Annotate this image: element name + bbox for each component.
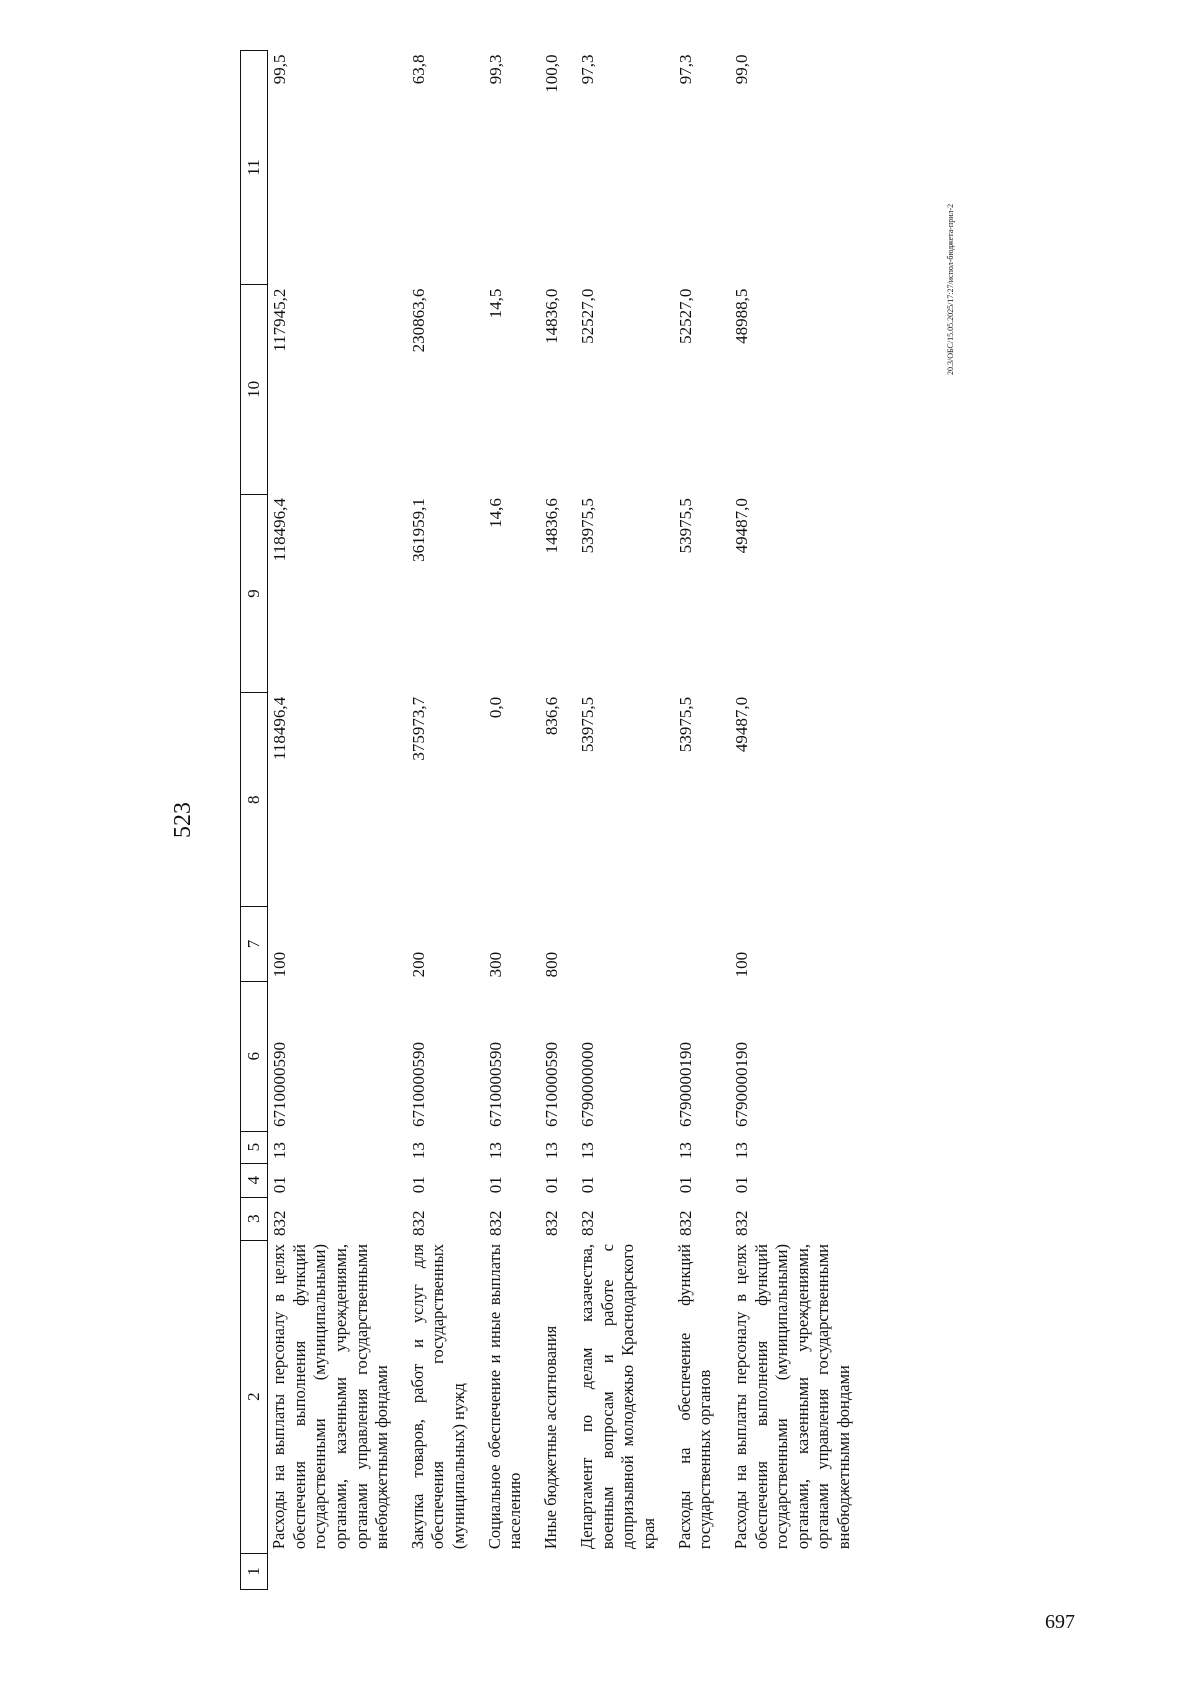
ministry-code-cell: 832 — [485, 1210, 505, 1237]
target-article-cell: 6710000590 — [408, 1042, 428, 1128]
value-cell: 361959,1 — [408, 498, 428, 562]
percent-cell: 97,3 — [675, 54, 695, 85]
table-row — [407, 51, 484, 1590]
table-row — [540, 51, 576, 1590]
table-row — [268, 51, 407, 1590]
ministry-code-cell: 832 — [675, 1210, 695, 1237]
table-row — [484, 51, 540, 1590]
subsection-code-cell: 13 — [731, 1142, 751, 1160]
value-cell: 375973,7 — [408, 696, 428, 761]
percent-cell: 100,0 — [541, 54, 561, 93]
row-number-cell — [674, 1553, 730, 1589]
percent-cell: 99,5 — [270, 54, 289, 85]
ministry-code-cell: 832 — [731, 1210, 751, 1237]
value-cell: 53975,5 — [578, 696, 598, 753]
description-cell: Департамент по делам казачества, военным вопросам и работе с допризывной молодежью Краснодарского края — [577, 1244, 658, 1550]
value-cell: 836,6 — [541, 696, 561, 736]
rotated-page — [170, 50, 955, 1590]
ministry-code-cell: 832 — [408, 1210, 428, 1237]
value-cell: 0,0 — [485, 696, 505, 719]
description-cell: Социальное обеспечение и иные выплаты населению — [484, 1244, 525, 1550]
page-number-corner: 697 — [1045, 1611, 1075, 1633]
page-number-top: 523 — [170, 802, 196, 838]
expense-type-cell: 800 — [541, 951, 561, 978]
row-number-cell — [268, 1553, 407, 1589]
expense-type-cell: 200 — [408, 951, 428, 978]
expense-type-cell: 300 — [485, 951, 505, 978]
subsection-code-cell: 13 — [675, 1142, 695, 1160]
target-article-cell: 6790000190 — [675, 1042, 695, 1128]
column-header: 4 — [241, 1163, 268, 1197]
column-header: 11 — [241, 51, 268, 285]
section-code-cell: 01 — [270, 1176, 289, 1194]
ministry-code-cell: 832 — [541, 1210, 561, 1237]
value-cell: 49487,0 — [731, 696, 751, 753]
value-cell: 48988,5 — [731, 288, 751, 344]
section-code-cell: 01 — [541, 1176, 561, 1194]
document-stamp: 20.3/ОБС/15.05.2025/17:27/испол-бюджета-прил-2 — [946, 203, 955, 375]
value-cell: 53975,5 — [675, 696, 695, 753]
target-article-cell: 6710000590 — [485, 1042, 505, 1128]
description-cell: Расходы на обеспечение функций государственных органов — [674, 1244, 715, 1550]
column-header: 2 — [241, 1240, 268, 1553]
subsection-code-cell: 13 — [408, 1142, 428, 1160]
value-cell: 14836,0 — [541, 288, 561, 344]
column-header: 9 — [241, 494, 268, 693]
subsection-code-cell: 13 — [485, 1142, 505, 1160]
value-cell: 230863,6 — [408, 288, 428, 353]
table-row — [674, 51, 730, 1590]
section-code-cell: 01 — [731, 1176, 751, 1194]
value-cell: 49487,0 — [731, 498, 751, 554]
column-header: 6 — [241, 981, 268, 1131]
column-header: 10 — [241, 285, 268, 494]
subsection-code-cell: 13 — [578, 1142, 598, 1160]
row-number-cell — [540, 1553, 576, 1589]
target-article-cell: 6710000590 — [270, 1042, 289, 1128]
value-cell: 14,6 — [485, 498, 505, 528]
section-code-cell: 01 — [578, 1176, 598, 1194]
target-article-cell: 6790000190 — [731, 1042, 751, 1128]
value-cell: 14836,6 — [541, 498, 561, 554]
percent-cell: 99,0 — [731, 54, 751, 85]
description-cell: Расходы на выплаты персоналу в целях обеспечения выполнения функций государственными (муниципальными) органами, казенными учреждениями, органами управления государственными внебюджетными фондами — [269, 1244, 392, 1550]
value-cell: 53975,5 — [578, 498, 598, 554]
section-code-cell: 01 — [485, 1176, 505, 1194]
expense-type-cell — [674, 907, 730, 982]
value-cell: 14,5 — [485, 288, 505, 319]
ministry-code-cell: 832 — [578, 1210, 598, 1237]
row-number-cell — [576, 1553, 674, 1589]
row-number-cell — [730, 1553, 869, 1589]
column-header: 7 — [241, 907, 268, 982]
value-cell: 52527,0 — [675, 288, 695, 344]
ministry-code-cell: 832 — [270, 1210, 289, 1237]
subsection-code-cell: 13 — [541, 1142, 561, 1160]
description-cell: Иные бюджетные ассигнования — [540, 1325, 560, 1550]
target-article-cell: 6790000000 — [578, 1042, 598, 1128]
value-cell: 118496,4 — [270, 696, 289, 760]
expense-type-cell: 100 — [270, 951, 289, 978]
table-header-row — [241, 51, 268, 1590]
table-row — [576, 51, 674, 1590]
column-header: 1 — [241, 1553, 268, 1589]
column-header: 5 — [241, 1131, 268, 1163]
expense-type-cell: 100 — [731, 951, 751, 978]
budget-table — [240, 50, 869, 1590]
description-cell: Расходы на выплаты персоналу в целях обеспечения выполнения функций государственными (муниципальными) органами, казенными учреждениями, органами управления государственными внебюджетными фондами — [730, 1244, 853, 1550]
row-number-cell — [484, 1553, 540, 1589]
value-cell: 53975,5 — [675, 498, 695, 554]
percent-cell: 97,3 — [578, 54, 598, 85]
section-code-cell: 01 — [408, 1176, 428, 1194]
percent-cell: 99,3 — [485, 54, 505, 85]
table-row — [730, 51, 869, 1590]
value-cell: 117945,2 — [270, 288, 289, 352]
column-header: 3 — [241, 1197, 268, 1240]
section-code-cell: 01 — [675, 1176, 695, 1194]
target-article-cell: 6710000590 — [541, 1042, 561, 1128]
row-number-cell — [407, 1553, 484, 1589]
value-cell: 118496,4 — [270, 498, 289, 562]
expense-type-cell — [576, 907, 674, 982]
description-cell: Закупка товаров, работ и услуг для обеспечения государственных (муниципальных) нужд — [407, 1244, 468, 1550]
percent-cell: 63,8 — [408, 54, 428, 85]
column-header: 8 — [241, 693, 268, 907]
subsection-code-cell: 13 — [270, 1142, 289, 1160]
value-cell: 52527,0 — [578, 288, 598, 344]
